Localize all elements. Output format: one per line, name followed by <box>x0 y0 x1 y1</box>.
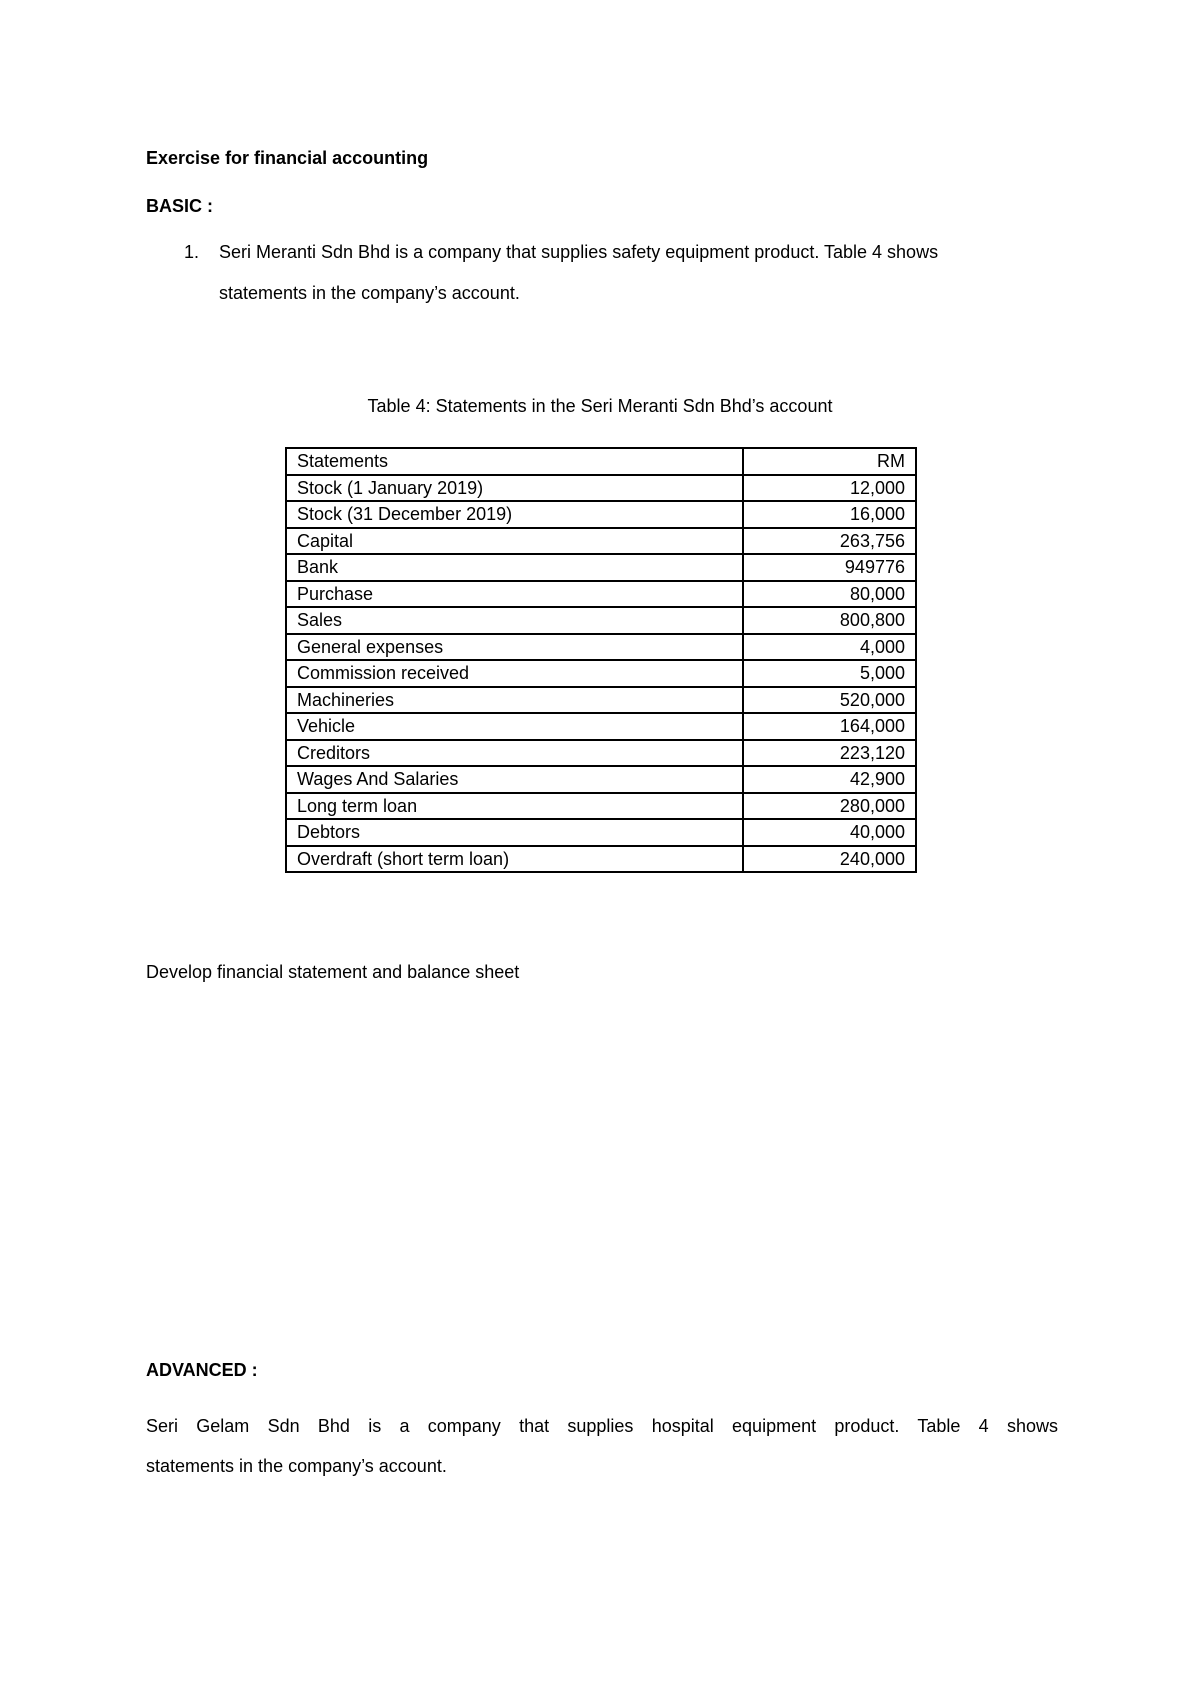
row-label: Machineries <box>286 687 743 714</box>
row-value: 240,000 <box>743 846 916 873</box>
header-cell-rm: RM <box>743 448 916 475</box>
table-row <box>286 581 916 608</box>
header-cell-statements: Statements <box>286 448 743 475</box>
row-label: Long term loan <box>286 793 743 820</box>
table-row <box>286 528 916 555</box>
table-row <box>286 793 916 820</box>
row-label: Sales <box>286 607 743 634</box>
row-label: Wages And Salaries <box>286 766 743 793</box>
row-label: Commission received <box>286 660 743 687</box>
row-value: 164,000 <box>743 713 916 740</box>
table-header-row <box>286 448 916 475</box>
row-value: 40,000 <box>743 819 916 846</box>
table-row <box>286 687 916 714</box>
row-label: Creditors <box>286 740 743 767</box>
table-row <box>286 766 916 793</box>
table-row <box>286 501 916 528</box>
row-value: 4,000 <box>743 634 916 661</box>
row-label: Stock (1 January 2019) <box>286 475 743 502</box>
row-label: Debtors <box>286 819 743 846</box>
table-row <box>286 740 916 767</box>
table-row <box>286 475 916 502</box>
basic-section-heading: BASIC : <box>146 196 213 216</box>
table-row <box>286 607 916 634</box>
table-row <box>286 660 916 687</box>
row-value: 800,800 <box>743 607 916 634</box>
row-value: 5,000 <box>743 660 916 687</box>
table-row <box>286 846 916 873</box>
table-row <box>286 634 916 661</box>
question-text-line-1: Seri Meranti Sdn Bhd is a company that supplies safety equipment product. Table 4 shows <box>219 242 939 262</box>
table-row <box>286 554 916 581</box>
row-label: Purchase <box>286 581 743 608</box>
question-number: 1. <box>184 242 200 262</box>
row-value: 42,900 <box>743 766 916 793</box>
row-value: 16,000 <box>743 501 916 528</box>
document-title: Exercise for financial accounting <box>146 148 429 168</box>
row-label: Vehicle <box>286 713 743 740</box>
statements-table <box>285 447 917 873</box>
row-value: 80,000 <box>743 581 916 608</box>
row-label: Stock (31 December 2019) <box>286 501 743 528</box>
task-instruction: Develop financial statement and balance sheet <box>146 962 520 982</box>
row-label: Bank <box>286 554 743 581</box>
row-value: 12,000 <box>743 475 916 502</box>
row-label: General expenses <box>286 634 743 661</box>
row-value: 280,000 <box>743 793 916 820</box>
row-label: Capital <box>286 528 743 555</box>
table-row <box>286 713 916 740</box>
table-caption: Table 4: Statements in the Seri Meranti Sdn Bhd’s account <box>367 396 833 416</box>
advanced-text-line-2: statements in the company’s account. <box>146 1456 447 1476</box>
advanced-text-line-1: Seri Gelam Sdn Bhd is a company that supplies hospital equipment product. Table 4 shows <box>146 1416 1058 1436</box>
question-text-line-2: statements in the company’s account. <box>219 283 520 303</box>
row-value: 949776 <box>743 554 916 581</box>
row-value: 223,120 <box>743 740 916 767</box>
row-label: Overdraft (short term loan) <box>286 846 743 873</box>
advanced-section-heading: ADVANCED : <box>146 1360 258 1380</box>
row-value: 520,000 <box>743 687 916 714</box>
row-value: 263,756 <box>743 528 916 555</box>
table-row <box>286 819 916 846</box>
